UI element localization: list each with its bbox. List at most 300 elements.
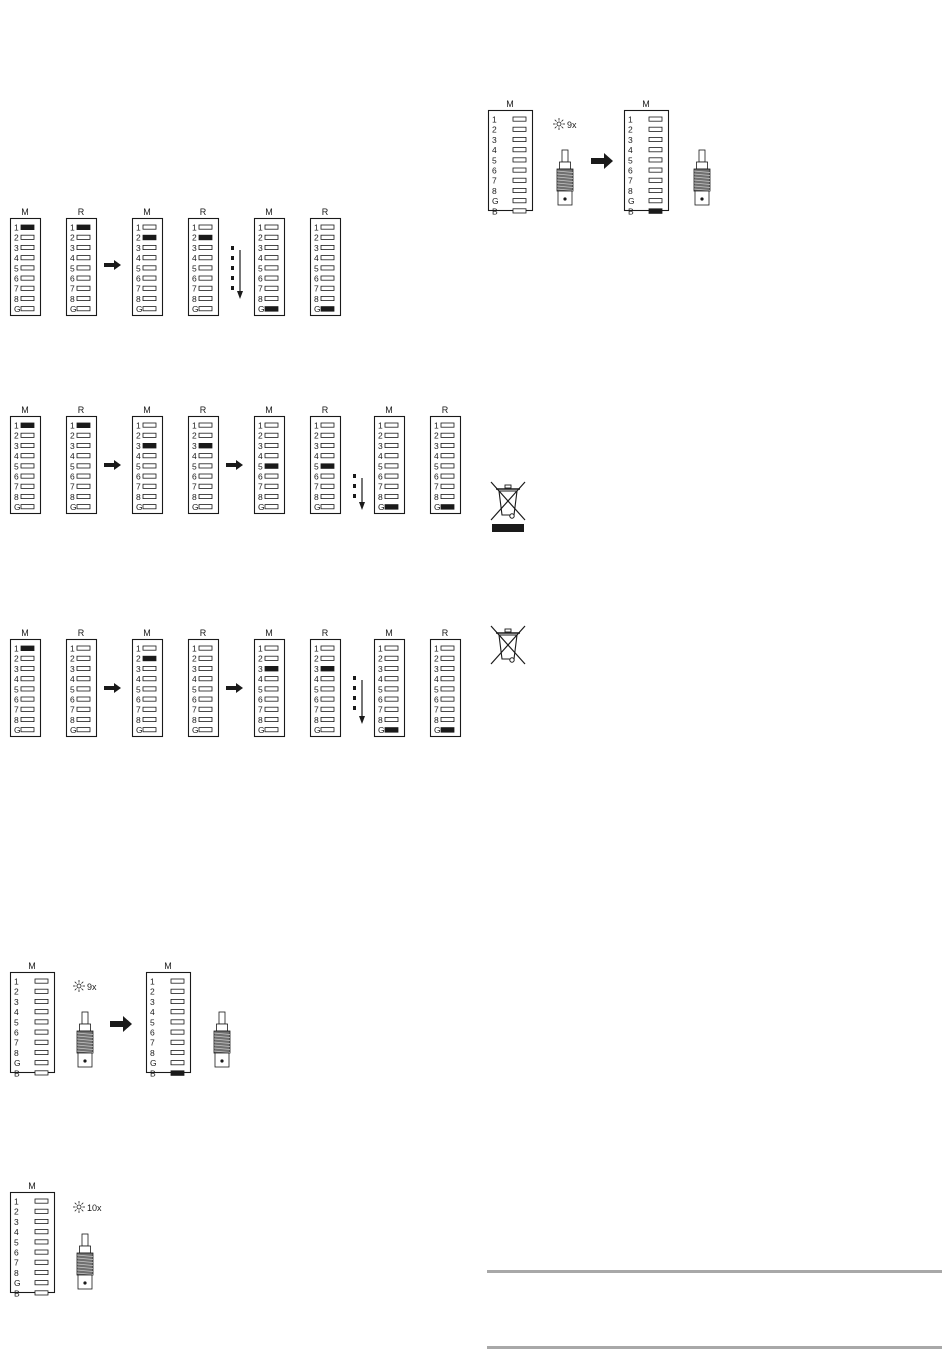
panel-row-label: 4 bbox=[314, 674, 319, 685]
led-unlit bbox=[265, 707, 278, 711]
led-unlit bbox=[35, 1020, 48, 1024]
led-unlit bbox=[77, 256, 90, 260]
led-unlit bbox=[35, 1199, 48, 1203]
panel-row-label: 7 bbox=[378, 704, 383, 715]
crossed-out-wheelie-bin-icon bbox=[491, 482, 525, 532]
led-unlit bbox=[199, 423, 212, 427]
panel-title: M bbox=[265, 207, 273, 217]
panel-row-label: 1 bbox=[314, 643, 319, 654]
panel-row-label: 1 bbox=[70, 420, 75, 431]
led-unlit bbox=[77, 728, 90, 732]
led-unlit bbox=[441, 677, 454, 681]
led-unlit bbox=[199, 245, 212, 249]
panel-row-label: 2 bbox=[14, 232, 19, 243]
panel-row-label: 5 bbox=[314, 684, 319, 695]
panel-row-label: G bbox=[70, 304, 77, 315]
panel-row-label: 6 bbox=[378, 694, 383, 705]
panel-row-label: 8 bbox=[492, 185, 497, 196]
main-unit-panel bbox=[133, 405, 163, 514]
panel-row-label: 5 bbox=[492, 155, 497, 166]
main-unit-panel bbox=[255, 405, 285, 514]
panel-title: M bbox=[385, 405, 393, 415]
panel-row-label: 8 bbox=[14, 491, 19, 502]
panel-row-label: 1 bbox=[14, 1196, 19, 1207]
led-lit bbox=[171, 1071, 184, 1076]
panel-title: M bbox=[21, 207, 29, 217]
panel-row-label: 6 bbox=[14, 694, 19, 705]
panel-row-label: 6 bbox=[314, 694, 319, 705]
panel-row-label: B bbox=[150, 1068, 156, 1079]
panel-row-label: 3 bbox=[434, 440, 439, 451]
arrow-right-icon bbox=[110, 1016, 132, 1032]
panel-row-label: 3 bbox=[258, 440, 263, 451]
led-unlit bbox=[321, 423, 334, 427]
panel-row-label: 4 bbox=[14, 1227, 19, 1238]
led-unlit bbox=[321, 505, 334, 509]
led-unlit bbox=[199, 666, 212, 670]
panel-row-label: 7 bbox=[150, 1037, 155, 1048]
led-unlit bbox=[77, 687, 90, 691]
panel-row-label: 2 bbox=[70, 653, 75, 664]
led-unlit bbox=[21, 235, 34, 239]
remote-unit-panel bbox=[189, 405, 219, 514]
remote-unit-panel bbox=[431, 628, 461, 737]
led-unlit bbox=[265, 505, 278, 509]
led-unlit bbox=[265, 687, 278, 691]
panel-row-label: 7 bbox=[70, 283, 75, 294]
led-unlit bbox=[321, 443, 334, 447]
led-unlit bbox=[199, 505, 212, 509]
led-unlit bbox=[171, 989, 184, 993]
panel-row-label: 7 bbox=[14, 283, 19, 294]
panel-row-label: 5 bbox=[192, 684, 197, 695]
led-unlit bbox=[35, 1061, 48, 1065]
footer-rule bbox=[487, 1270, 942, 1273]
led-unlit bbox=[21, 666, 34, 670]
panel-row-label: G bbox=[14, 1058, 21, 1069]
led-unlit bbox=[441, 433, 454, 437]
led-unlit bbox=[385, 433, 398, 437]
led-lit bbox=[385, 505, 398, 510]
led-unlit bbox=[265, 728, 278, 732]
panel-row-label: 7 bbox=[192, 481, 197, 492]
panel-row-label: 5 bbox=[378, 461, 383, 472]
panel-row-label: 3 bbox=[378, 440, 383, 451]
led-unlit bbox=[143, 505, 156, 509]
led-unlit bbox=[21, 433, 34, 437]
led-unlit bbox=[265, 697, 278, 701]
led-unlit bbox=[199, 433, 212, 437]
led-lit bbox=[143, 656, 156, 661]
panel-row-label: B bbox=[492, 206, 498, 217]
blinking-sun-icon bbox=[73, 980, 85, 992]
panel-row-label: G bbox=[378, 502, 385, 513]
led-unlit bbox=[77, 656, 90, 660]
panel-title: R bbox=[321, 628, 329, 638]
panel-row-label: 7 bbox=[378, 481, 383, 492]
led-unlit bbox=[649, 148, 662, 152]
led-unlit bbox=[321, 687, 334, 691]
panel-row-label: 4 bbox=[628, 145, 633, 156]
led-unlit bbox=[21, 286, 34, 290]
led-unlit bbox=[21, 707, 34, 711]
led-unlit bbox=[385, 464, 398, 468]
led-unlit bbox=[21, 717, 34, 721]
panel-row-label: 5 bbox=[628, 155, 633, 166]
led-unlit bbox=[649, 117, 662, 121]
panel-title: M bbox=[506, 99, 514, 109]
panel-row-label: 7 bbox=[14, 481, 19, 492]
main-unit-panel bbox=[489, 99, 533, 216]
panel-row-label: G bbox=[70, 502, 77, 513]
panel-row-label: 3 bbox=[314, 663, 319, 674]
led-unlit bbox=[513, 178, 526, 182]
led-unlit bbox=[321, 433, 334, 437]
panel-row-label: 4 bbox=[136, 451, 141, 462]
panel-row-label: 1 bbox=[136, 420, 141, 431]
panel-row-label: 6 bbox=[70, 694, 75, 705]
panel-row-label: 3 bbox=[70, 440, 75, 451]
led-unlit bbox=[199, 474, 212, 478]
led-unlit bbox=[265, 656, 278, 660]
led-unlit bbox=[171, 979, 184, 983]
panel-row-label: 3 bbox=[14, 996, 19, 1007]
led-unlit bbox=[21, 454, 34, 458]
led-unlit bbox=[21, 256, 34, 260]
led-unlit bbox=[199, 225, 212, 229]
main-unit-panel bbox=[11, 628, 41, 737]
panel-row-label: 3 bbox=[314, 440, 319, 451]
dotted-arrow-down-icon bbox=[231, 246, 243, 299]
bnc-connector-icon bbox=[77, 1234, 93, 1289]
led-unlit bbox=[513, 148, 526, 152]
led-unlit bbox=[385, 717, 398, 721]
panel-row-label: 1 bbox=[492, 114, 497, 125]
panel-row-label: 2 bbox=[378, 653, 383, 664]
panel-row-label: 2 bbox=[434, 653, 439, 664]
led-lit bbox=[21, 646, 34, 651]
panel-row-label: 3 bbox=[628, 134, 633, 145]
led-unlit bbox=[199, 717, 212, 721]
panel-row-label: 2 bbox=[14, 1206, 19, 1217]
arrow-right-icon bbox=[104, 260, 121, 270]
panel-row-label: 6 bbox=[314, 471, 319, 482]
led-unlit bbox=[77, 464, 90, 468]
led-unlit bbox=[21, 484, 34, 488]
led-unlit bbox=[441, 697, 454, 701]
led-unlit bbox=[199, 677, 212, 681]
led-unlit bbox=[199, 307, 212, 311]
panel-row-label: 1 bbox=[434, 420, 439, 431]
led-unlit bbox=[265, 484, 278, 488]
panel-row-label: G bbox=[314, 502, 321, 513]
led-unlit bbox=[321, 656, 334, 660]
panel-row-label: 3 bbox=[192, 242, 197, 253]
main-unit-panel bbox=[11, 1181, 55, 1298]
led-unlit bbox=[143, 677, 156, 681]
bnc-connector-icon bbox=[557, 150, 573, 205]
panel-row-label: 5 bbox=[136, 461, 141, 472]
remote-unit-panel bbox=[67, 628, 97, 737]
led-lit bbox=[77, 423, 90, 428]
panel-row-label: 7 bbox=[434, 481, 439, 492]
panel-row-label: 4 bbox=[258, 451, 263, 462]
panel-row-label: 6 bbox=[378, 471, 383, 482]
led-unlit bbox=[385, 707, 398, 711]
led-unlit bbox=[77, 697, 90, 701]
led-lit bbox=[77, 225, 90, 230]
led-unlit bbox=[143, 266, 156, 270]
crossed-out-wheelie-bin-icon bbox=[491, 626, 525, 664]
led-unlit bbox=[171, 1061, 184, 1065]
led-unlit bbox=[321, 225, 334, 229]
panel-row-label: 2 bbox=[70, 430, 75, 441]
panel-row-label: 2 bbox=[70, 232, 75, 243]
led-unlit bbox=[143, 286, 156, 290]
panel-row-label: 2 bbox=[434, 430, 439, 441]
led-unlit bbox=[143, 307, 156, 311]
panel-row-label: 6 bbox=[492, 165, 497, 176]
panel-row-label: G bbox=[378, 725, 385, 736]
remote-unit-panel bbox=[189, 628, 219, 737]
led-unlit bbox=[35, 999, 48, 1003]
panel-row-label: 1 bbox=[192, 643, 197, 654]
panel-title: M bbox=[385, 628, 393, 638]
panel-row-label: 6 bbox=[258, 273, 263, 284]
panel-title: M bbox=[28, 1181, 36, 1191]
panel-row-label: G bbox=[492, 196, 499, 207]
panel-row-label: 3 bbox=[150, 996, 155, 1007]
led-unlit bbox=[321, 235, 334, 239]
led-unlit bbox=[199, 687, 212, 691]
remote-unit-panel bbox=[311, 628, 341, 737]
panel-row-label: 7 bbox=[314, 704, 319, 715]
panel-row-label: 3 bbox=[136, 440, 141, 451]
panel-row-label: 4 bbox=[434, 451, 439, 462]
led-unlit bbox=[143, 707, 156, 711]
panel-title: R bbox=[199, 628, 207, 638]
panel-row-label: 6 bbox=[70, 471, 75, 482]
panel-row-label: 3 bbox=[434, 663, 439, 674]
panel-row-label: 5 bbox=[70, 263, 75, 274]
arrow-right-icon bbox=[226, 683, 243, 693]
panel-row-label: 2 bbox=[192, 430, 197, 441]
arrow-right-icon bbox=[104, 460, 121, 470]
led-unlit bbox=[143, 484, 156, 488]
led-unlit bbox=[143, 433, 156, 437]
led-lit bbox=[321, 464, 334, 469]
led-unlit bbox=[21, 677, 34, 681]
led-unlit bbox=[21, 656, 34, 660]
led-unlit bbox=[649, 158, 662, 162]
panel-row-label: 8 bbox=[314, 491, 319, 502]
panel-row-label: 6 bbox=[192, 471, 197, 482]
panel-title: R bbox=[321, 207, 329, 217]
panel-row-label: 3 bbox=[14, 440, 19, 451]
panel-row-label: 7 bbox=[136, 704, 141, 715]
bnc-connector-icon bbox=[694, 150, 710, 205]
led-unlit bbox=[649, 168, 662, 172]
blink-count: 9x bbox=[567, 120, 577, 130]
led-unlit bbox=[143, 423, 156, 427]
led-unlit bbox=[21, 276, 34, 280]
panel-row-label: 6 bbox=[14, 273, 19, 284]
panel-row-label: G bbox=[136, 725, 143, 736]
panel-row-label: 4 bbox=[192, 451, 197, 462]
panel-row-label: 2 bbox=[258, 430, 263, 441]
led-unlit bbox=[441, 454, 454, 458]
panel-row-label: 8 bbox=[192, 714, 197, 725]
led-unlit bbox=[321, 677, 334, 681]
led-unlit bbox=[385, 454, 398, 458]
led-lit bbox=[143, 235, 156, 240]
led-unlit bbox=[513, 158, 526, 162]
panel-row-label: 8 bbox=[136, 293, 141, 304]
panel-row-label: 2 bbox=[14, 653, 19, 664]
panel-row-label: 3 bbox=[192, 663, 197, 674]
panel-row-label: 5 bbox=[14, 1017, 19, 1028]
led-unlit bbox=[143, 474, 156, 478]
led-unlit bbox=[199, 656, 212, 660]
panel-row-label: 3 bbox=[192, 440, 197, 451]
panel-row-label: 8 bbox=[70, 714, 75, 725]
panel-row-label: 7 bbox=[314, 283, 319, 294]
panel-row-label: 7 bbox=[70, 704, 75, 715]
led-unlit bbox=[265, 296, 278, 300]
panel-row-label: 6 bbox=[192, 273, 197, 284]
dotted-arrow-down-icon bbox=[353, 474, 365, 510]
led-unlit bbox=[265, 433, 278, 437]
led-unlit bbox=[385, 677, 398, 681]
led-lit bbox=[265, 307, 278, 312]
panel-row-label: G bbox=[70, 725, 77, 736]
panel-row-label: 4 bbox=[434, 674, 439, 685]
led-unlit bbox=[21, 697, 34, 701]
led-lit bbox=[265, 666, 278, 671]
panel-row-label: 8 bbox=[14, 1267, 19, 1278]
led-unlit bbox=[321, 245, 334, 249]
panel-row-label: 8 bbox=[14, 714, 19, 725]
led-unlit bbox=[171, 999, 184, 1003]
panel-row-label: 8 bbox=[314, 293, 319, 304]
blinking-sun-icon bbox=[73, 1201, 85, 1213]
panel-row-label: 2 bbox=[14, 430, 19, 441]
led-unlit bbox=[21, 266, 34, 270]
panel-row-label: 4 bbox=[70, 451, 75, 462]
led-unlit bbox=[265, 423, 278, 427]
panel-row-label: 4 bbox=[70, 253, 75, 264]
panel-row-label: G bbox=[14, 1278, 21, 1289]
led-lit bbox=[265, 464, 278, 469]
led-unlit bbox=[21, 296, 34, 300]
panel-row-label: 4 bbox=[258, 674, 263, 685]
led-unlit bbox=[35, 1010, 48, 1014]
panel-row-label: G bbox=[258, 502, 265, 513]
panel-row-label: 8 bbox=[14, 293, 19, 304]
led-unlit bbox=[441, 474, 454, 478]
panel-row-label: 4 bbox=[14, 451, 19, 462]
led-unlit bbox=[199, 728, 212, 732]
panel-row-label: 1 bbox=[14, 420, 19, 431]
led-unlit bbox=[513, 188, 526, 192]
panel-title: M bbox=[143, 628, 151, 638]
led-unlit bbox=[77, 266, 90, 270]
panel-row-label: 5 bbox=[14, 1237, 19, 1248]
panel-row-label: G bbox=[14, 304, 21, 315]
panel-row-label: 7 bbox=[258, 283, 263, 294]
panel-row-label: 3 bbox=[14, 242, 19, 253]
main-unit-panel bbox=[11, 207, 41, 316]
led-unlit bbox=[77, 474, 90, 478]
panel-row-label: G bbox=[136, 502, 143, 513]
main-unit-panel bbox=[625, 99, 669, 216]
led-unlit bbox=[441, 646, 454, 650]
panel-row-label: 8 bbox=[70, 293, 75, 304]
led-unlit bbox=[143, 296, 156, 300]
panel-title: R bbox=[77, 405, 85, 415]
panel-title: M bbox=[28, 961, 36, 971]
panel-row-label: 2 bbox=[258, 232, 263, 243]
led-unlit bbox=[77, 505, 90, 509]
panel-row-label: 1 bbox=[70, 643, 75, 654]
panel-row-label: 5 bbox=[70, 461, 75, 472]
main-unit-panel bbox=[375, 628, 405, 737]
led-unlit bbox=[21, 245, 34, 249]
led-unlit bbox=[171, 1010, 184, 1014]
main-unit-panel bbox=[133, 207, 163, 316]
panel-row-label: 4 bbox=[14, 1007, 19, 1018]
panel-row-label: 4 bbox=[314, 253, 319, 264]
panel-title: M bbox=[642, 99, 650, 109]
led-unlit bbox=[199, 454, 212, 458]
led-unlit bbox=[649, 127, 662, 131]
led-unlit bbox=[77, 433, 90, 437]
led-unlit bbox=[441, 666, 454, 670]
led-unlit bbox=[35, 1219, 48, 1223]
panel-row-label: 1 bbox=[258, 222, 263, 233]
led-unlit bbox=[77, 443, 90, 447]
panel-row-label: 1 bbox=[14, 222, 19, 233]
panel-title: R bbox=[321, 405, 329, 415]
led-lit bbox=[441, 728, 454, 733]
panel-row-label: G bbox=[192, 304, 199, 315]
panel-row-label: 5 bbox=[14, 461, 19, 472]
panel-row-label: 6 bbox=[628, 165, 633, 176]
panel-row-label: 8 bbox=[150, 1047, 155, 1058]
led-unlit bbox=[513, 137, 526, 141]
led-unlit bbox=[265, 474, 278, 478]
led-lit bbox=[321, 666, 334, 671]
led-unlit bbox=[35, 1040, 48, 1044]
led-unlit bbox=[385, 656, 398, 660]
led-unlit bbox=[513, 199, 526, 203]
led-unlit bbox=[265, 266, 278, 270]
led-unlit bbox=[77, 307, 90, 311]
led-unlit bbox=[171, 1020, 184, 1024]
led-lit bbox=[21, 225, 34, 230]
panel-row-label: 3 bbox=[136, 242, 141, 253]
panel-row-label: 1 bbox=[434, 643, 439, 654]
main-unit-panel bbox=[133, 628, 163, 737]
panel-row-label: 7 bbox=[136, 481, 141, 492]
led-unlit bbox=[199, 484, 212, 488]
main-unit-panel bbox=[147, 961, 191, 1078]
remote-unit-panel bbox=[311, 207, 341, 316]
panel-title: M bbox=[21, 405, 29, 415]
arrow-right-icon bbox=[591, 153, 613, 169]
panel-row-label: 4 bbox=[492, 145, 497, 156]
remote-unit-panel bbox=[67, 207, 97, 316]
